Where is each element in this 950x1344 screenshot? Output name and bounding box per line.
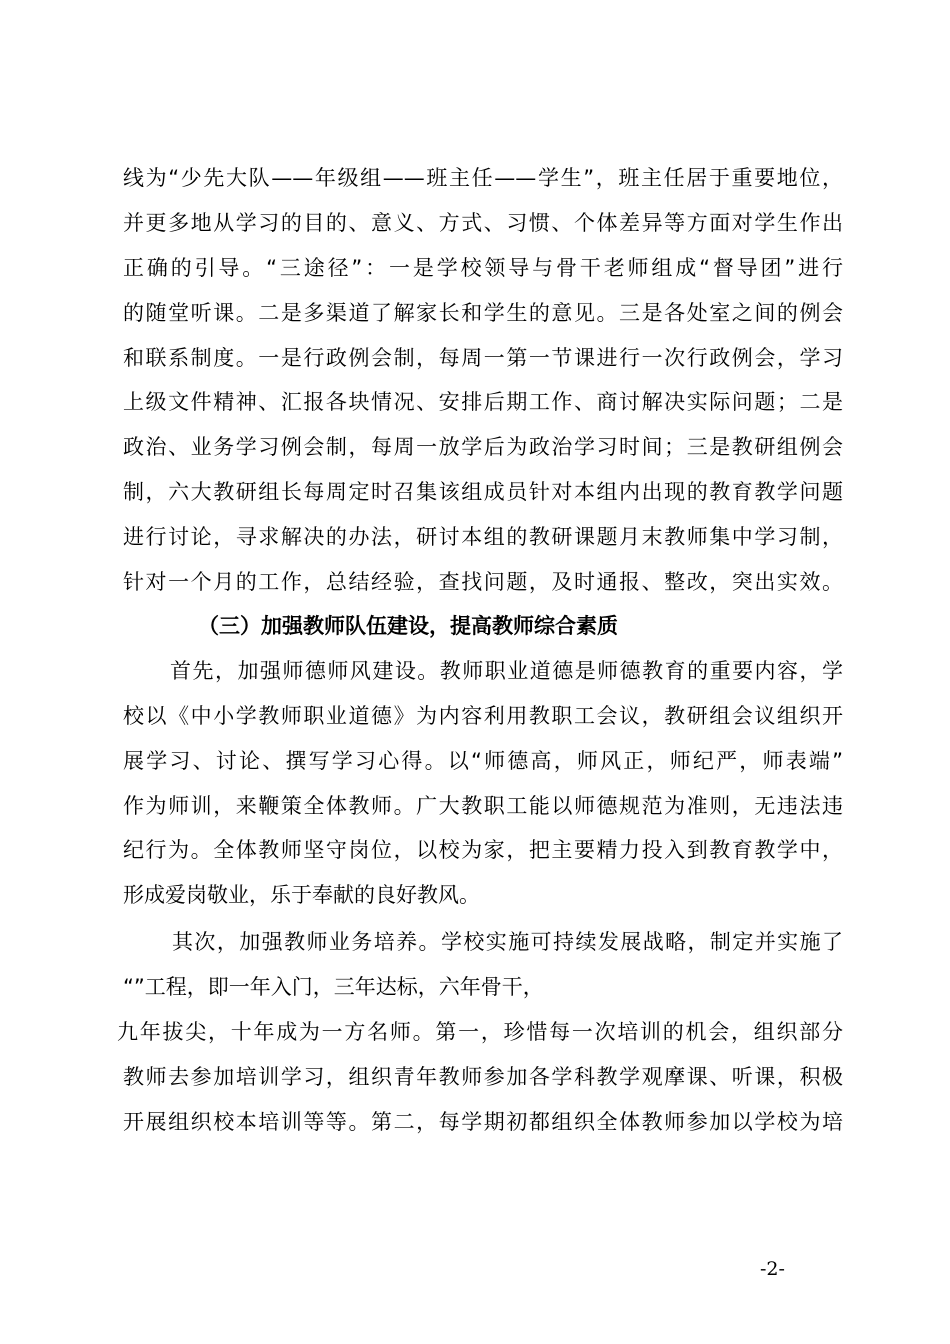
text-line: 纪行为。全体教师坚守岗位，以校为家，把主要精力投入到教育教学中，: [123, 838, 843, 862]
text-line: 进行讨论，寻求解决的办法，研讨本组的教研课题月末教师集中学习制，: [123, 525, 843, 549]
text-line: 上级文件精神、汇报各块情况、安排后期工作、商讨解决实际问题；二是: [123, 390, 843, 414]
text-line: 线为“少先大队——年级组——班主任——学生”，班主任居于重要地位，: [123, 166, 843, 190]
text-line: 九年拔尖，十年成为一方名师。第一，珍惜每一次培训的机会，组织部分: [117, 1020, 843, 1044]
text-line: 作为师训，来鞭策全体教师。广大教职工能以师德规范为准则，无违法违: [123, 794, 843, 818]
text-line: 教师去参加培训学习，组织青年教师参加各学科教学观摩课、听课，积极: [123, 1065, 843, 1089]
text-line: 形成爱岗敬业，乐于奉献的良好教风。: [123, 883, 480, 907]
text-line: 政治、业务学习例会制，每周一放学后为政治学习时间；三是教研组例会: [123, 435, 843, 459]
text-line: 的随堂听课。二是多渠道了解家长和学生的意见。三是各处室之间的例会: [123, 301, 843, 325]
text-line: 校以《中小学教师职业道德》为内容利用教职工会议，教研组会议组织开: [123, 704, 843, 728]
text-line: 正确的引导。“三途径”：一是学校领导与骨干老师组成“督导团”进行: [123, 256, 843, 280]
text-line: 针对一个月的工作，总结经验，查找问题，及时通报、整改，突出实效。: [123, 570, 843, 594]
text-line: 开展组织校本培训等等。第二，每学期初都组织全体教师参加以学校为培: [123, 1110, 843, 1134]
page-number: -2-: [760, 1258, 785, 1280]
text-line: 和联系制度。一是行政例会制，每周一第一节课进行一次行政例会，学习: [123, 346, 843, 370]
text-line: 其次，加强教师业务培养。学校实施可持续发展战略，制定并实施了: [172, 930, 843, 954]
text-line: 并更多地从学习的目的、意义、方式、习惯、个体差异等方面对学生作出: [123, 211, 843, 235]
text-line: 首先，加强师德师风建设。教师职业道德是师德教育的重要内容，学: [170, 659, 843, 683]
text-line: “”工程，即一年入门，三年达标，六年骨干，: [123, 975, 544, 999]
text-line: 展学习、讨论、撰写学习心得。以“师德高，师风正，师纪严，师表端”: [123, 749, 843, 773]
section-heading: （三）加强教师队伍建设，提高教师综合素质: [198, 614, 618, 638]
text-line: 制，六大教研组长每周定时召集该组成员针对本组内出现的教育教学问题: [123, 480, 843, 504]
